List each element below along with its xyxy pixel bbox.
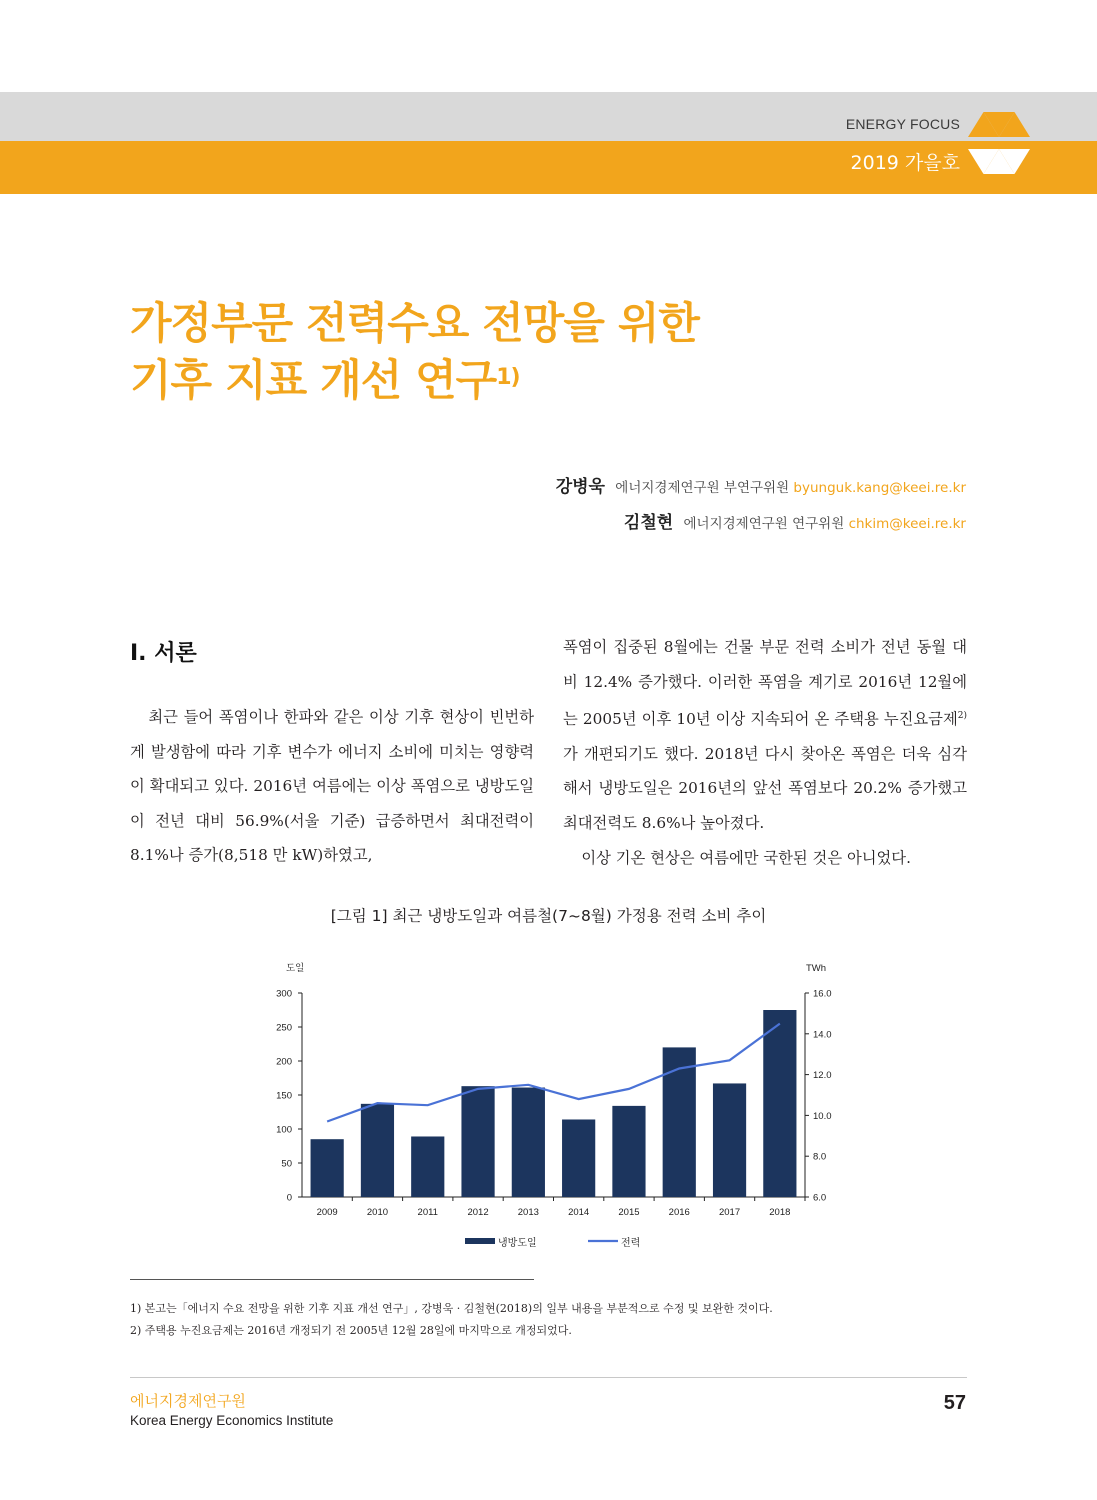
footnote-divider [130, 1279, 534, 1280]
y-right-tick-label: 12.0 [813, 1070, 832, 1082]
y-right-tick-label: 10.0 [813, 1110, 832, 1122]
author-name: 강병욱 [555, 477, 605, 497]
figure-caption: [그림 1] 최근 냉방도일과 여름철(7~8월) 가정용 전력 소비 추이 [330, 907, 767, 925]
footnote-2: 2) 주택용 누진요금제는 2016년 개정되기 전 2005년 12월 28일에 마지막으로 개정되었다. [130, 1324, 572, 1337]
body-column-left [130, 700, 534, 873]
paragraph: 이상 기온 현상은 여름에만 국한된 것은 아니었다. [581, 848, 911, 867]
y-right-tick-label: 14.0 [813, 1029, 832, 1041]
issue-label: 2019 가을호 [850, 152, 960, 174]
bar-2013 [512, 1088, 545, 1197]
legend-label-bar: 냉방도일 [498, 1238, 537, 1249]
page-number: 57 [943, 1392, 966, 1414]
x-tick-label: 2011 [417, 1207, 438, 1218]
y-left-tick-label: 150 [276, 1090, 292, 1102]
paragraph [563, 630, 967, 841]
x-tick-label: 2009 [316, 1207, 338, 1218]
y-left-tick-label: 200 [276, 1056, 292, 1068]
bar-2016 [663, 1047, 696, 1197]
y-left-tick-label: 50 [281, 1158, 292, 1170]
bar-2010 [361, 1104, 394, 1197]
x-tick-label: 2018 [769, 1207, 791, 1218]
y-left-axis-label: 도일 [286, 963, 305, 974]
magazine-name: ENERGY FOCUS [845, 116, 960, 132]
body-column-right [563, 630, 967, 875]
legend-label-line: 전력 [621, 1238, 641, 1249]
y-left-tick-label: 0 [286, 1192, 292, 1204]
footnote-1: 1) 본고는「에너지 수요 전망을 위한 기후 지표 개선 연구」, 강병욱 · 김철현(2018)의 일부 내용을 부분적으로 수정 및 보완한 것이다. [130, 1302, 773, 1315]
line-series-power [327, 1024, 780, 1122]
paragraph: 최근 들어 폭염이나 한파와 같은 이상 기후 현상이 빈번하게 발생함에 따라 기후 변수가 에너지 소비에 미치는 영향력이 확대되고 있다. 2016년 여름에는 이상 폭염으로 냉방도일이 전년 대비 56.9%(서울 기준) 급증하면서 최대전력이 8.1%나 증가(8,518 만 kW)하였고, [130, 708, 534, 865]
x-tick-label: 2012 [467, 1207, 489, 1218]
bar-2011 [411, 1136, 444, 1197]
author-affiliation: 에너지경제연구원 부연구위원 [615, 480, 790, 496]
author-affiliation: 에너지경제연구원 연구위원 [683, 516, 845, 532]
author-1 [556, 472, 966, 497]
bar-2018 [763, 1010, 796, 1197]
author-email[interactable]: chkim@keei.re.kr [848, 516, 966, 532]
x-tick-label: 2016 [668, 1207, 690, 1218]
paragraph-text: 폭염이 집중된 8월에는 건물 부문 전력 소비가 전년 동월 대비 12.4% 증가했다. 이러한 폭염을 계기로 2016년 12월에는 2005년 이후 10년 이상 지속되어 온 주택용 누진요금제 [563, 638, 967, 729]
title-footnote-mark: 1) [496, 365, 520, 390]
y-left-tick-label: 100 [276, 1124, 292, 1136]
combo-chart [270, 955, 850, 1255]
author-name: 김철현 [623, 513, 674, 533]
y-left-tick-label: 250 [276, 1022, 292, 1034]
footer-divider [130, 1377, 967, 1378]
y-right-tick-label: 8.0 [813, 1151, 827, 1163]
bar-2012 [461, 1086, 494, 1197]
y-right-tick-label: 16.0 [813, 988, 832, 1000]
bar-2017 [713, 1083, 746, 1197]
footer-org-english: Korea Energy Economics Institute [130, 1413, 334, 1428]
footer-org-korean: 에너지경제연구원 [130, 1392, 246, 1410]
section-heading: I. 서론 [130, 641, 197, 666]
x-tick-label: 2013 [517, 1207, 539, 1218]
x-tick-label: 2014 [568, 1207, 590, 1218]
bar-2009 [311, 1139, 344, 1197]
title-line-2-text: 기후 지표 개선 연구 [130, 356, 497, 406]
x-tick-label: 2010 [366, 1207, 389, 1218]
author-2 [624, 508, 966, 533]
footnote-mark: 2) [957, 711, 967, 722]
paragraph-text: 가 개편되기도 했다. 2018년 다시 찾아온 폭염은 더욱 심각해서 냉방도일은 2016년의 앞선 폭염보다 20.2% 증가했고 최대전력도 8.6%나 높아졌다. [563, 744, 967, 833]
x-tick-label: 2017 [718, 1207, 741, 1218]
bar-2014 [562, 1119, 595, 1197]
bar-2015 [612, 1106, 645, 1197]
legend-swatch-bar [465, 1238, 495, 1244]
y-right-tick-label: 6.0 [813, 1192, 827, 1204]
y-left-tick-label: 300 [276, 988, 292, 1000]
title-line-2 [130, 353, 930, 410]
author-email[interactable]: byunguk.kang@keei.re.kr [793, 480, 966, 496]
triangle-logo-icon [968, 110, 1030, 176]
article-title [130, 296, 930, 410]
y-right-axis-label: TWh [806, 963, 827, 974]
x-tick-label: 2015 [618, 1207, 640, 1218]
title-line-1: 가정부문 전력수요 전망을 위한 [130, 299, 699, 349]
